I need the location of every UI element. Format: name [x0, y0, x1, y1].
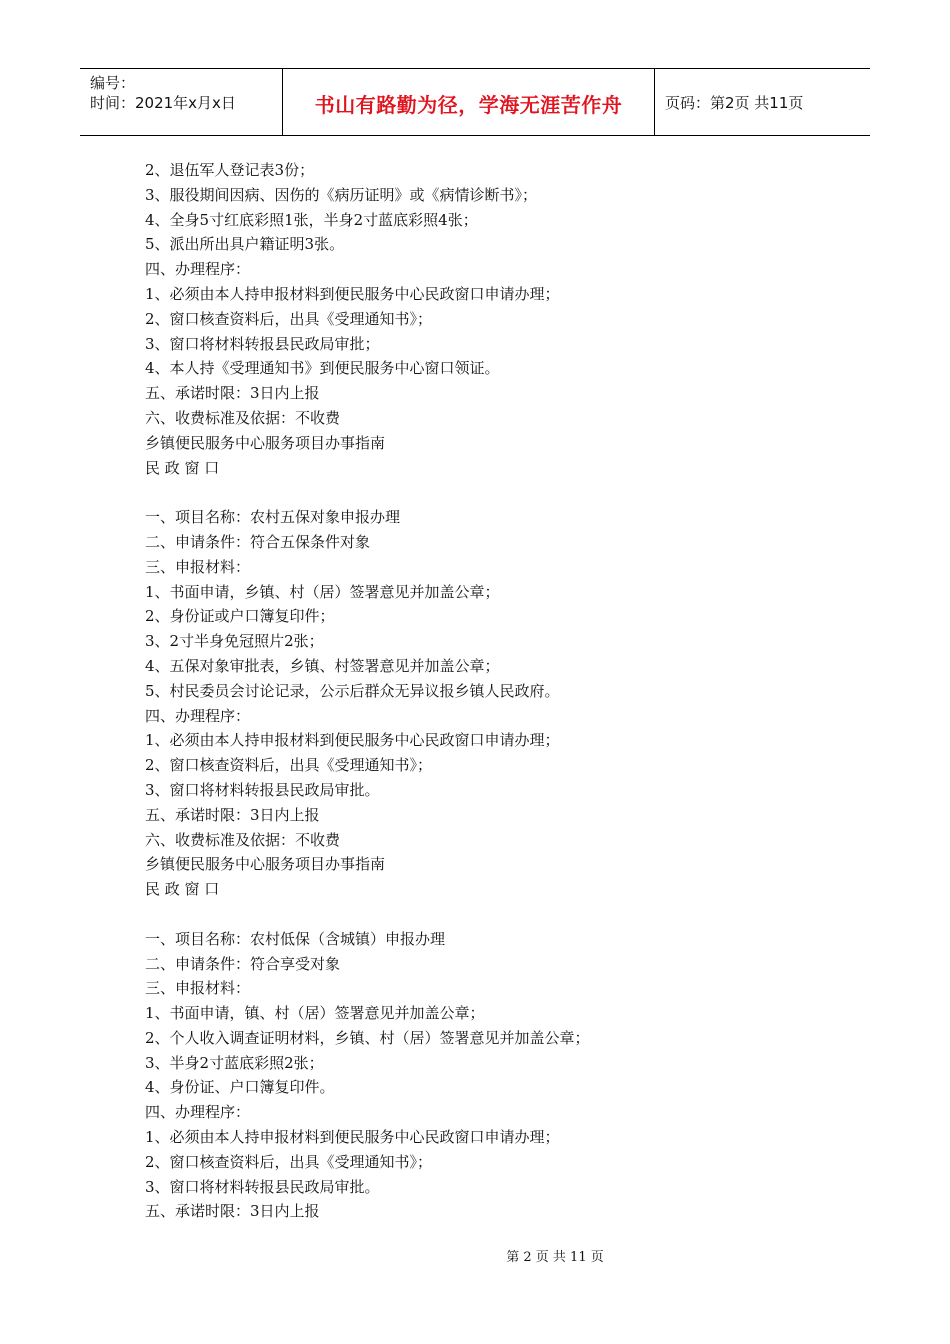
text-line: 三、申报材料： [145, 557, 251, 576]
text-line: 1、必须由本人持申报材料到便民服务中心民政窗口申请办理； [145, 284, 560, 303]
text-line: 4、五保对象审批表，乡镇、村签署意见并加盖公章； [145, 656, 500, 675]
text-line: 四、办理程序： [145, 1103, 251, 1122]
text-line: 3、窗口将材料转报县民政局审批； [145, 334, 380, 353]
blank-line [145, 480, 845, 505]
text-line: 1、书面申请，乡镇、村（居）签署意见并加盖公章； [145, 582, 500, 601]
text-line: 六、收费标准及依据：不收费 [145, 830, 341, 849]
number-label: 编号： [90, 74, 136, 92]
text-line: 五、承诺时限：3日内上报 [145, 1202, 320, 1221]
text-line: 二、申请条件：符合五保条件对象 [145, 532, 371, 551]
blank-line [145, 902, 845, 927]
text-line: 4、全身5寸红底彩照1张，半身2寸蓝底彩照4张； [145, 210, 478, 229]
footer-page-number: 第 2 页 共 11 页 [506, 1250, 604, 1265]
header-motto-cell [282, 69, 655, 135]
text-line: 一、项目名称：农村五保对象申报办理 [145, 508, 401, 527]
text-line: 一、项目名称：农村低保（含城镇）申报办理 [145, 929, 446, 948]
text-line: 六、收费标准及依据：不收费 [145, 408, 341, 427]
text-line: 四、办理程序： [145, 260, 251, 279]
time-label: 时间：2021年x月x日 [90, 94, 236, 112]
text-line: 5、派出所出具户籍证明3张。 [145, 235, 345, 254]
text-line: 五、承诺时限：3日内上报 [145, 805, 320, 824]
text-line: 2、窗口核查资料后，出具《受理通知书》； [145, 756, 433, 775]
text-line: 3、窗口将材料转报县民政局审批。 [145, 1177, 380, 1196]
text-line: 4、身份证、户口簿复印件。 [145, 1078, 335, 1097]
page-header [80, 68, 870, 136]
text-line: 1、必须由本人持申报材料到便民服务中心民政窗口申请办理； [145, 1128, 560, 1147]
text-line: 民 政 窗 口 [145, 458, 220, 477]
text-line: 2、身份证或户口簿复印件； [145, 607, 335, 626]
text-line: 乡镇便民服务中心服务项目办事指南 [145, 433, 386, 452]
text-line: 民 政 窗 口 [145, 880, 220, 899]
text-line: 2、窗口核查资料后，出具《受理通知书》； [145, 1152, 433, 1171]
text-line: 2、窗口核查资料后，出具《受理通知书》； [145, 309, 433, 328]
text-line: 五、承诺时限：3日内上报 [145, 384, 320, 403]
text-line: 5、村民委员会讨论记录，公示后群众无异议报乡镇人民政府。 [145, 681, 560, 700]
text-line: 乡镇便民服务中心服务项目办事指南 [145, 855, 386, 874]
text-line: 3、服役期间因病、因伤的《病历证明》或《病情诊断书》； [145, 185, 538, 204]
text-line: 2、退伍军人登记表3份； [145, 161, 315, 179]
page-info-text: 页码：第2页 共11页 [665, 93, 804, 112]
text-line: 3、2寸半身免冠照片2张； [145, 632, 324, 651]
text-line: 3、半身2寸蓝底彩照2张； [145, 1053, 324, 1072]
motto-text: 书山有路勤为径，学海无涯苦作舟 [314, 92, 623, 117]
header-meta [80, 69, 282, 135]
text-line: 四、办理程序： [145, 706, 251, 725]
text-line: 三、申报材料： [145, 979, 251, 998]
text-line: 二、申请条件：符合享受对象 [145, 954, 341, 973]
document-body [145, 158, 845, 1224]
page-footer [0, 1246, 950, 1265]
text-line: 3、窗口将材料转报县民政局审批。 [145, 780, 380, 799]
text-line: 2、个人收入调查证明材料，乡镇、村（居）签署意见并加盖公章； [145, 1028, 590, 1047]
text-line: 1、书面申请，镇、村（居）签署意见并加盖公章； [145, 1004, 485, 1023]
header-page-info [655, 69, 870, 135]
text-line: 1、必须由本人持申报材料到便民服务中心民政窗口申请办理； [145, 731, 560, 750]
text-line: 4、本人持《受理通知书》到便民服务中心窗口领证。 [145, 359, 500, 378]
